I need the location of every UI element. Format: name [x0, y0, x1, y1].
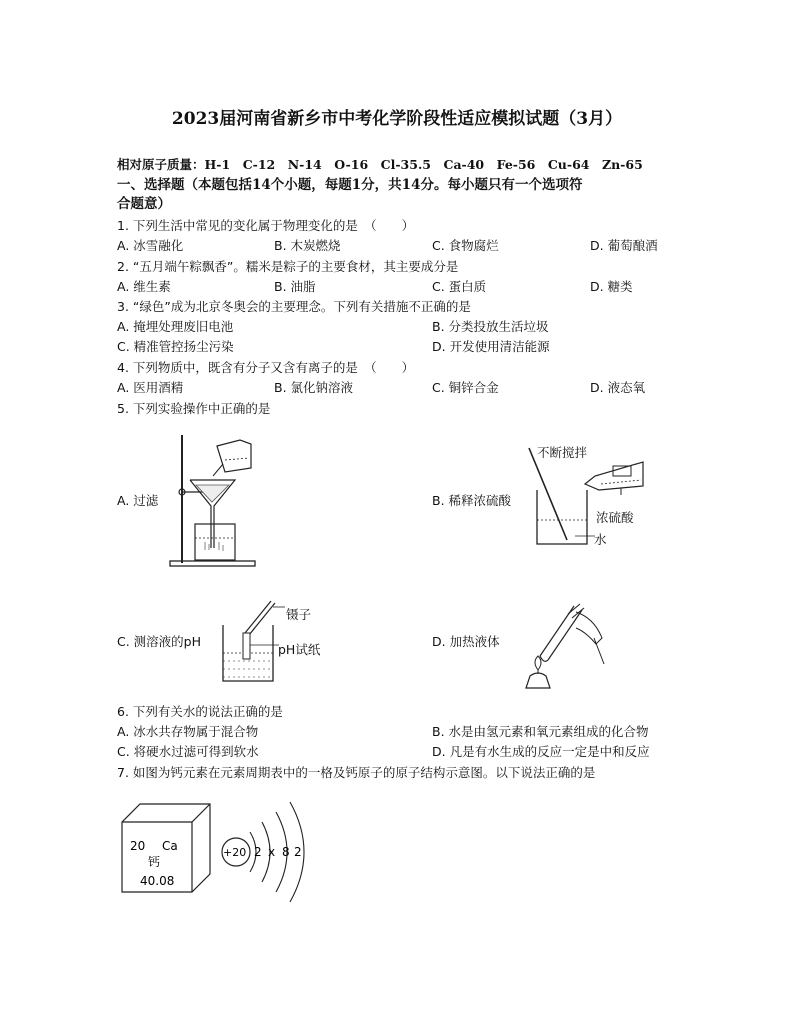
- q4-option-b: B. 氯化钠溶液: [274, 380, 354, 395]
- element-symbol: Ca: [162, 839, 178, 853]
- question-5-stem: 5. 下列实验操作中正确的是: [117, 401, 271, 416]
- shell-4-electrons: 2: [294, 845, 302, 859]
- q6-option-a: A. 冰水共存物属于混合物: [117, 724, 259, 739]
- question-3-stem: 3. “绿色”成为北京冬奥会的主要理念。下列有关措施不正确的是: [117, 299, 471, 314]
- q5-figure-d-label: D. 加热液体: [432, 634, 500, 649]
- water-label: 水: [594, 532, 607, 547]
- q4-option-c: C. 铜锌合金: [432, 380, 499, 395]
- ph-test-figure: [215, 595, 295, 685]
- q3-option-a: A. 掩埋处理废旧电池: [117, 319, 234, 334]
- concentrated-acid-label: 浓硫酸: [596, 510, 634, 525]
- q1-option-a: A. 冰雪融化: [117, 238, 184, 253]
- section-heading-line1: 一、选择题（本题包括14个小题，每题1分，共14分。每小题只有一个选项符: [117, 177, 583, 193]
- q2-option-c: C. 蛋白质: [432, 279, 487, 294]
- nucleus-charge: +20: [223, 846, 247, 859]
- q5-figure-a-label: A. 过滤: [117, 493, 159, 508]
- q6-option-c: C. 将硬水过滤可得到软水: [117, 744, 259, 759]
- q2-option-d: D. 糖类: [590, 279, 633, 294]
- q1-option-b: B. 木炭燃烧: [274, 238, 341, 253]
- q2-option-a: A. 维生素: [117, 279, 171, 294]
- q3-option-c: C. 精准管控扬尘污染: [117, 339, 234, 354]
- ph-paper-label: pH试纸: [278, 642, 321, 657]
- section-heading-line2: 合题意）: [117, 196, 171, 212]
- atomic-mass-line: 相对原子质量：H-1 C-12 N-14 O-16 Cl-35.5 Ca-40 Fe-56 Cu-64 Zn-65: [117, 157, 643, 172]
- q1-option-d: D. 葡萄酿酒: [590, 238, 658, 253]
- element-name: 钙: [148, 855, 161, 869]
- periodic-table-cell-figure: [118, 800, 218, 895]
- question-2-stem: 2. “五月端午粽飘香”。糯米是粽子的主要食材，其主要成分是: [117, 259, 459, 274]
- shell-2-electrons: x: [268, 845, 276, 859]
- q5-figure-c-label: C. 测溶液的pH: [117, 634, 202, 649]
- question-6-stem: 6. 下列有关水的说法正确的是: [117, 704, 283, 719]
- dilution-apparatus-figure: [525, 440, 655, 550]
- heating-liquid-figure: [510, 598, 610, 693]
- q2-option-b: B. 油脂: [274, 279, 316, 294]
- filtration-apparatus-figure: [165, 430, 265, 570]
- shell-1-electrons: 2: [254, 845, 262, 859]
- q4-option-d: D. 液态氧: [590, 380, 646, 395]
- q5-figure-b-label: B. 稀释浓硫酸: [432, 493, 512, 508]
- tweezer-label: 镊子: [286, 607, 312, 622]
- q3-option-b: B. 分类投放生活垃圾: [432, 319, 549, 334]
- stirring-label: 不断搅拌: [537, 445, 588, 460]
- atomic-number: 20: [130, 839, 146, 853]
- atomic-mass: 40.08: [140, 874, 175, 888]
- q6-option-d: D. 凡是有水生成的反应一定是中和反应: [432, 744, 650, 759]
- q3-option-d: D. 开发使用清洁能源: [432, 339, 550, 354]
- page-title: 2023届河南省新乡市中考化学阶段性适应模拟试题（3月）: [171, 109, 623, 129]
- question-7-stem: 7. 如图为钙元素在元素周期表中的一格及钙原子的原子结构示意图。以下说法正确的是: [117, 765, 596, 780]
- question-1-stem: 1. 下列生活中常见的变化属于物理变化的是 （ ）: [117, 218, 415, 233]
- q6-option-b: B. 水是由氢元素和氧元素组成的化合物: [432, 724, 649, 739]
- q4-option-a: A. 医用酒精: [117, 380, 184, 395]
- question-4-stem: 4. 下列物质中，既含有分子又含有离子的是 （ ）: [117, 360, 415, 375]
- q1-option-c: C. 食物腐烂: [432, 238, 499, 253]
- atomic-structure-figure: [218, 792, 328, 912]
- shell-3-electrons: 8: [282, 845, 290, 859]
